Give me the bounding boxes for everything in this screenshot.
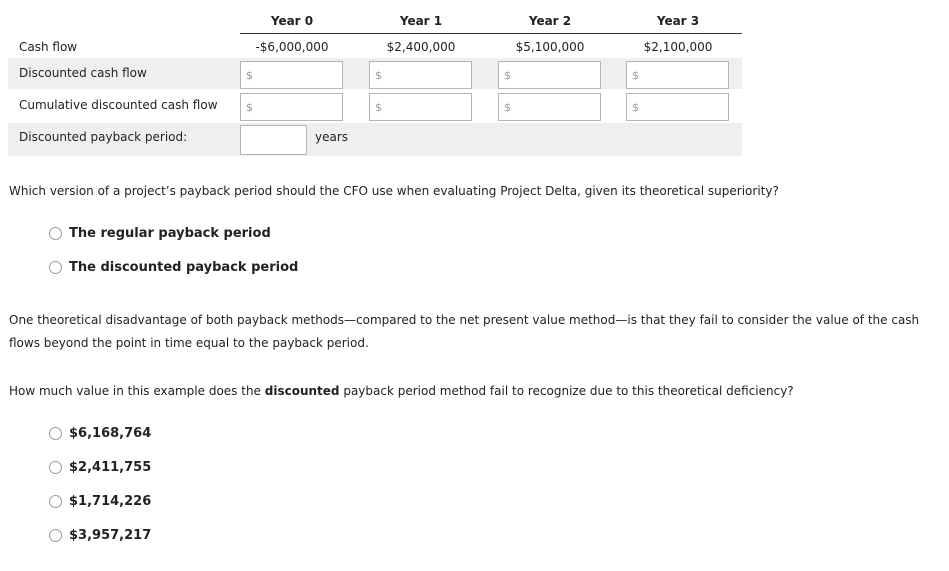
header-year-3: Year 3 bbox=[656, 14, 700, 28]
cash-flow-label: Cash flow bbox=[19, 40, 78, 54]
currency-symbol: $ bbox=[632, 69, 639, 82]
statement-line-2: flows beyond the point in time equal to the payback period. bbox=[9, 336, 369, 350]
radio-button[interactable] bbox=[49, 427, 62, 440]
currency-symbol: $ bbox=[632, 101, 639, 114]
currency-symbol: $ bbox=[375, 101, 382, 114]
cash-flow-year-0: -$6,000,000 bbox=[255, 40, 329, 54]
q2-text-post: payback period method fail to recognize due to this theoretical deficiency? bbox=[339, 384, 794, 398]
q2-text-bold: discounted bbox=[264, 384, 340, 398]
discounted-cf-year-0-input[interactable] bbox=[240, 61, 343, 89]
currency-symbol: $ bbox=[246, 101, 253, 114]
discounted-cf-year-3-input[interactable] bbox=[626, 61, 729, 89]
header-year-0: Year 0 bbox=[270, 14, 314, 28]
cumulative-cash-flow-label: Cumulative discounted cash flow bbox=[19, 98, 218, 112]
q2-text-pre: How much value in this example does the bbox=[9, 384, 265, 398]
cash-flow-year-3: $2,100,000 bbox=[643, 40, 713, 54]
radio-button[interactable] bbox=[49, 227, 62, 240]
header-year-1: Year 1 bbox=[399, 14, 443, 28]
discounted-cash-flow-label: Discounted cash flow bbox=[19, 66, 147, 80]
cash-flow-year-1: $2,400,000 bbox=[386, 40, 456, 54]
question-2-text bbox=[9, 379, 794, 403]
years-unit-label: years bbox=[315, 130, 349, 144]
discounted-cf-year-2-input[interactable] bbox=[498, 61, 601, 89]
q2-option-label: $1,714,226 bbox=[69, 494, 152, 509]
cumulative-cf-year-1-input[interactable] bbox=[369, 93, 472, 121]
q1-option-label: The regular payback period bbox=[69, 226, 271, 241]
currency-symbol: $ bbox=[375, 69, 382, 82]
discounted-cf-year-1-input[interactable] bbox=[369, 61, 472, 89]
radio-button[interactable] bbox=[49, 461, 62, 474]
q1-option-label: The discounted payback period bbox=[69, 260, 299, 275]
currency-symbol: $ bbox=[246, 69, 253, 82]
payback-period-label: Discounted payback period: bbox=[19, 130, 188, 144]
cumulative-cf-year-0-input[interactable] bbox=[240, 93, 343, 121]
cash-flow-year-2: $5,100,000 bbox=[515, 40, 585, 54]
radio-button[interactable] bbox=[49, 261, 62, 274]
question-1-text: Which version of a project’s payback period should the CFO use when evaluating Project Delta, given its theoretical superiority? bbox=[9, 184, 779, 198]
q2-option-label: $6,168,764 bbox=[69, 426, 152, 441]
cumulative-cf-year-2-input[interactable] bbox=[498, 93, 601, 121]
q2-option-label: $2,411,755 bbox=[69, 460, 152, 475]
radio-button[interactable] bbox=[49, 529, 62, 542]
cumulative-cf-year-3-input[interactable] bbox=[626, 93, 729, 121]
header-year-2: Year 2 bbox=[528, 14, 572, 28]
statement-line-1: One theoretical disadvantage of both payback methods—compared to the net present value method—is that they fail to consider the value of the cash bbox=[9, 313, 920, 327]
currency-symbol: $ bbox=[504, 101, 511, 114]
q2-option-label: $3,957,217 bbox=[69, 528, 152, 543]
header-divider bbox=[240, 33, 742, 34]
currency-symbol: $ bbox=[504, 69, 511, 82]
payback-period-input[interactable] bbox=[240, 125, 307, 155]
radio-button[interactable] bbox=[49, 495, 62, 508]
